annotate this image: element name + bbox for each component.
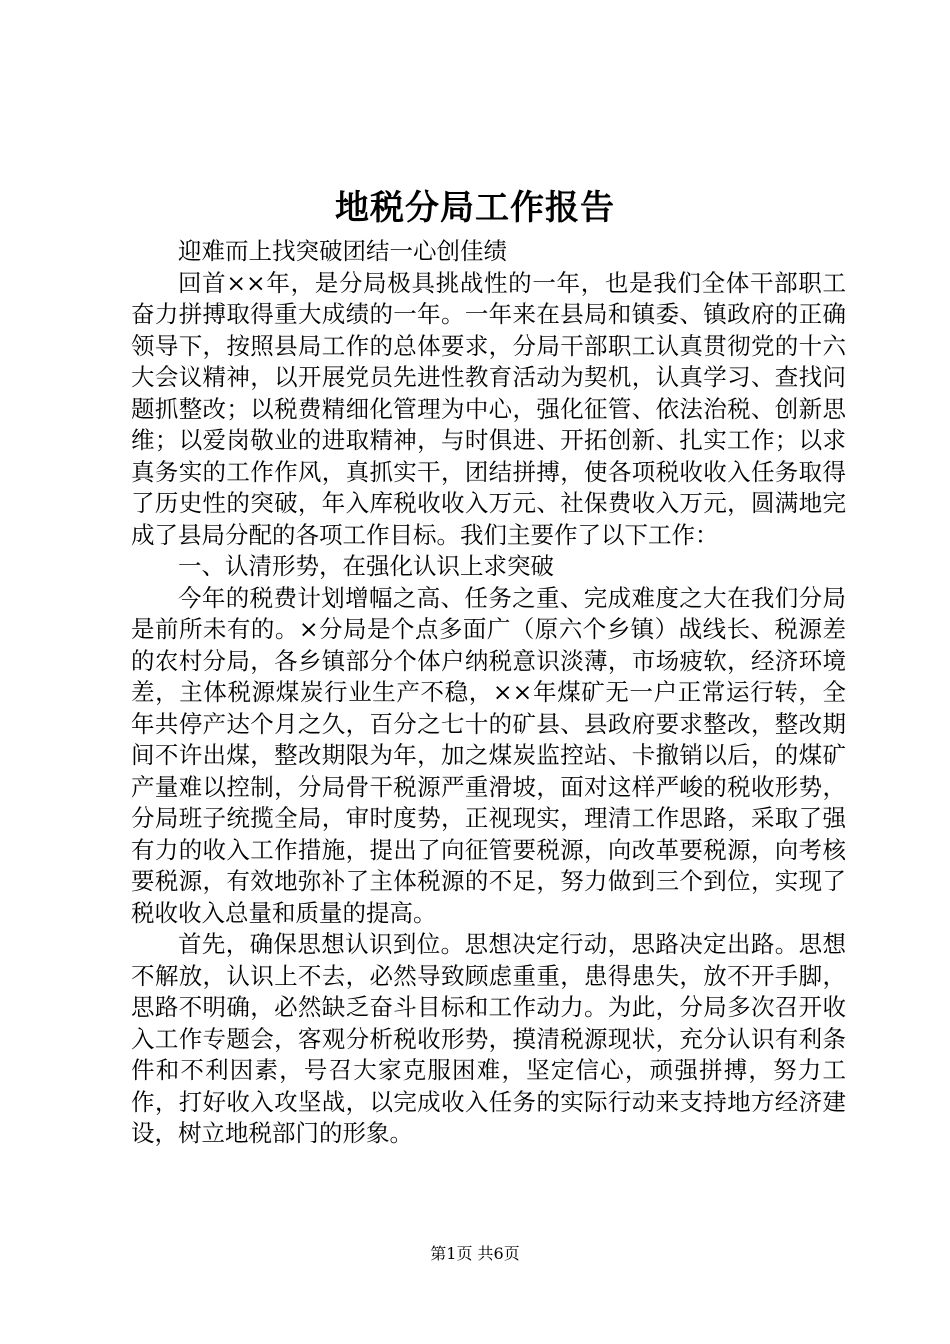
document-body: [131, 236, 846, 1150]
page-footer: 第1页 共6页: [430, 1244, 520, 1263]
section-heading: 一、认清形势，在强化认识上求突破: [178, 552, 554, 580]
body-paragraph: 今年的税费计划增幅之高、任务之重、完成难度之大在我们分局是前所未有的。×分局是个点多面广（原六个乡镇）战线长、税源差的农村分局，各乡镇部分个体户纳税意识淡薄，市场疲软，经济环境差，主体税源煤炭行业生产不稳，××年煤矿无一户正常运行转，全年共停产达个月之久，百分之七十的矿县、县政府要求整改，整改期间不许出煤，整改期限为年，加之煤炭监控站、卡撤销以后，的煤矿产量难以控制，分局骨干税源严重滑坡，面对这样严峻的税收形势，分局班子统揽全局，审时度势，正视现实，理清工作思路，采取了强有力的收入工作措施，提出了向征管要税源，向改革要税源，向考核要税源，有效地弥补了主体税源的不足，努力做到三个到位，实现了税收收入总量和质量的提高。: [131, 583, 846, 927]
document-title: 地税分局工作报告: [335, 188, 615, 228]
body-paragraph: 首先，确保思想认识到位。思想决定行动，思路决定出路。思想不解放，认识上不去，必然导致顾虑重重，患得患失，放不开手脚，思路不明确，必然缺乏奋斗目标和工作动力。为此，分局多次召开收入工作专题会，客观分析税收形势，摸清税源现状，充分认识有利条件和不利因素，号召大家克服困难，坚定信心，顽强拼搏，努力工作，打好收入攻坚战，以完成收入任务的实际行动来支持地方经济建设，树立地税部门的形象。: [131, 930, 846, 1147]
body-paragraph: 回首××年，是分局极具挑战性的一年，也是我们全体干部职工奋力拼搏取得重大成绩的一年。一年来在县局和镇委、镇政府的正确领导下，按照县局工作的总体要求，分局干部职工认真贯彻党的十六大会议精神，以开展党员先进性教育活动为契机，认真学习、查找问题抓整改；以税费精细化管理为中心，强化征管、依法治税、创新思维；以爱岗敬业的进取精神，与时俱进、开拓创新、扎实工作；以求真务实的工作作风，真抓实干，团结拼搏，使各项税收收入任务取得了历史性的突破，年入库税收收入万元、社保费收入万元，圆满地完成了县局分配的各项工作目标。我们主要作了以下工作：: [131, 268, 846, 549]
subtitle-paragraph: 迎难而上找突破团结一心创佳绩: [178, 237, 507, 265]
